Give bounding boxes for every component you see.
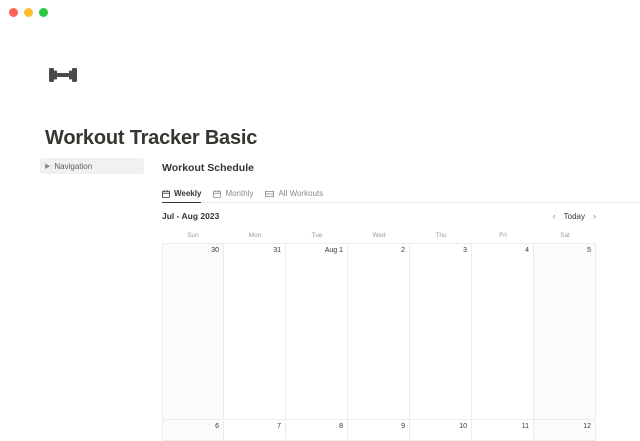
traffic-light-controls: [9, 8, 48, 17]
calendar-toolbar: [162, 205, 640, 227]
weekday-fri: Fri: [499, 232, 507, 239]
calendar-day-cell[interactable]: [534, 420, 596, 440]
previous-period-button[interactable]: ‹: [552, 210, 556, 221]
dumbbell-icon[interactable]: [46, 58, 80, 92]
view-tabs: [162, 182, 640, 203]
sidebar-navigation-toggle[interactable]: [40, 158, 144, 174]
weekday-thu: Thu: [435, 232, 447, 239]
calendar-day-cell[interactable]: [224, 244, 286, 419]
tab-monthly-label: Monthly: [225, 189, 254, 198]
calendar-day-number: 4: [525, 247, 529, 254]
calendar-day-cell[interactable]: [162, 244, 224, 419]
page-title: Workout Tracker Basic: [45, 127, 258, 149]
calendar-day-number: 5: [587, 247, 591, 254]
calendar-day-cell[interactable]: [472, 244, 534, 419]
calendar-day-cell[interactable]: [162, 420, 224, 440]
maximize-window-button[interactable]: [39, 8, 48, 17]
calendar-day-number: 3: [463, 247, 467, 254]
weekday-sat: Sat: [560, 232, 570, 239]
tab-monthly[interactable]: [213, 189, 253, 202]
calendar-weekday-header: [162, 229, 596, 244]
calendar-week-row: [162, 420, 596, 441]
calendar-day-cell[interactable]: [286, 244, 348, 419]
window-titlebar: [0, 0, 640, 24]
calendar-day-cell[interactable]: [286, 420, 348, 440]
calendar-day-cell[interactable]: [410, 244, 472, 419]
database-title: Workout Schedule: [162, 162, 254, 174]
main-content: [162, 162, 640, 430]
tab-weekly[interactable]: [162, 189, 201, 202]
calendar-range-label: Jul - Aug 2023: [162, 211, 220, 221]
today-button[interactable]: Today: [563, 211, 585, 221]
tab-all-workouts[interactable]: [265, 189, 323, 202]
table-icon: [265, 190, 274, 198]
window-body: [0, 24, 640, 430]
calendar-day-cell[interactable]: [472, 420, 534, 440]
calendar-day-number: 30: [211, 247, 219, 254]
weekday-sun: Sun: [187, 232, 199, 239]
minimize-window-button[interactable]: [24, 8, 33, 17]
calendar-day-number: 31: [273, 247, 281, 254]
calendar-day-number: 12: [583, 423, 591, 430]
sidebar-navigation-label: Navigation: [54, 161, 93, 171]
calendar-week-row: [162, 244, 596, 420]
calendar-day-number: 8: [339, 423, 343, 430]
next-period-button[interactable]: ›: [593, 210, 596, 221]
calendar-month-icon: [213, 190, 221, 198]
calendar-day-number: 7: [277, 423, 281, 430]
chevron-right-icon: ▶: [45, 162, 51, 170]
weekday-tue: Tue: [311, 232, 323, 239]
tab-weekly-label: Weekly: [174, 189, 202, 198]
calendar-day-number: 9: [401, 423, 405, 430]
calendar-grid: [162, 229, 640, 441]
calendar-day-cell[interactable]: [410, 420, 472, 440]
tab-all-workouts-label: All Workouts: [278, 189, 324, 198]
close-window-button[interactable]: [9, 8, 18, 17]
calendar-day-cell[interactable]: [348, 244, 410, 419]
calendar-day-number: 2: [401, 247, 405, 254]
weekday-mon: Mon: [248, 232, 262, 239]
calendar-day-cell[interactable]: [348, 420, 410, 440]
calendar-day-cell[interactable]: [534, 244, 596, 419]
weekday-wed: Wed: [372, 232, 386, 239]
calendar-navigation: [553, 212, 596, 221]
calendar-icon: [162, 190, 170, 198]
calendar-day-number: 6: [215, 423, 219, 430]
calendar-day-cell[interactable]: [224, 420, 286, 440]
calendar-day-number: 10: [459, 423, 467, 430]
calendar-day-number: 11: [521, 423, 529, 430]
calendar-day-number: Aug 1: [324, 247, 343, 254]
